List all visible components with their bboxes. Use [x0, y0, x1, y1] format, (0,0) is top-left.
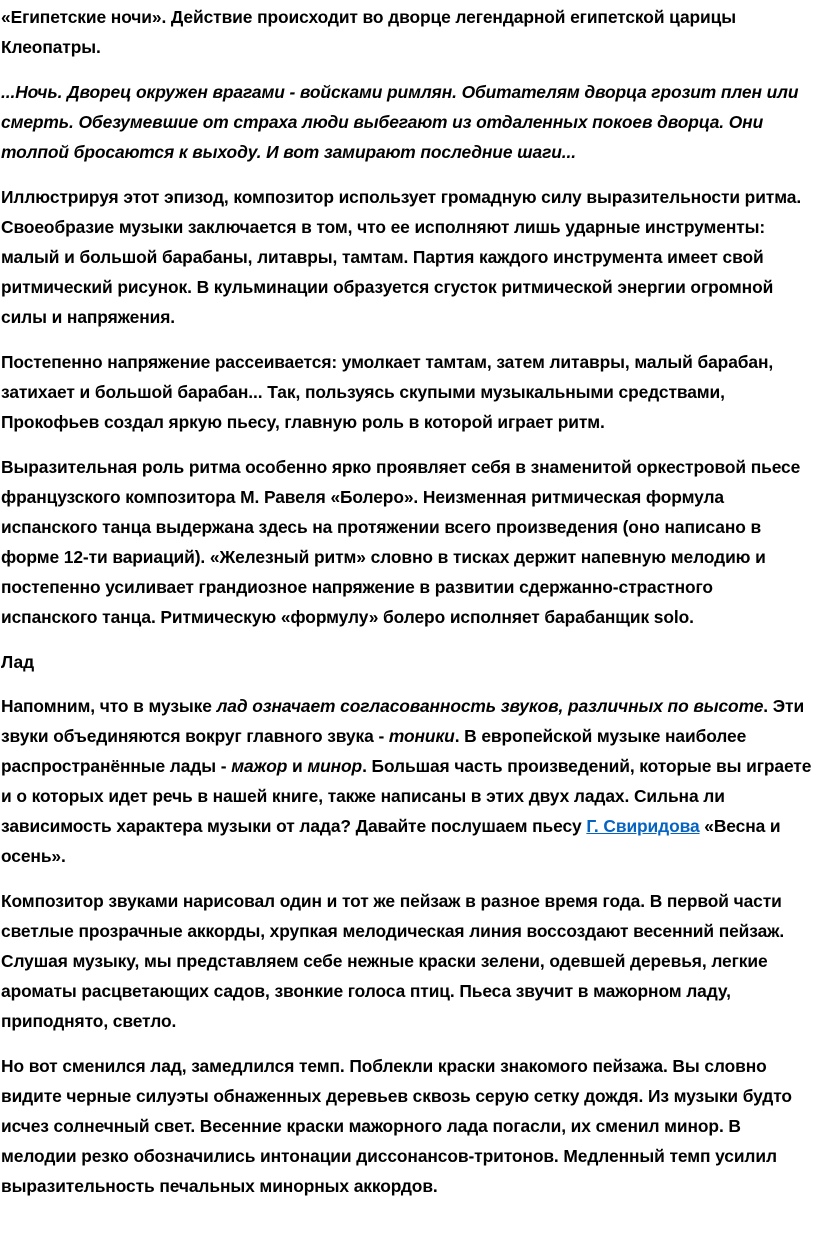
sviridov-link[interactable]: Г. Свиридова [586, 816, 700, 836]
lad-text-2: . Эти звуки объединяются вокруг главного звука - [1, 696, 805, 746]
paragraph-spring-landscape: Композитор звуками нарисовал один и тот же пейзаж в разное время года. В первой части светлые прозрачные аккорды, хрупкая мелодическая линия воссоздают весенний пейзаж. Слушая музыку, мы представляем себе нежные краски зелени, одевшей деревья, легкие ароматы расцветающих садов, звонкие голоса птиц. Пьеса звучит в мажорном ладу, приподнято, светло. [1, 891, 785, 1031]
major-italic: мажор [231, 756, 288, 776]
paragraph-minor-change: Но вот сменился лад, замедлился темп. Поблекли краски знакомого пейзажа. Вы словно видите черные силуэты обнаженных деревьев сквозь серую сетку дождя. Из музыки будто исчез солнечный свет. Весенние краски мажорного лада погасли, их сменил минор. В мелодии резко обозначились интонации диссонансов-тритонов. Медленный темп усилил выразительность печальных минорных аккордов. [1, 1056, 792, 1196]
section-heading-lad: Лад [1, 652, 35, 672]
paragraph-tension-fades: Постепенно напряжение рассеивается: умолкает тамтам, затем литавры, малый барабан, затихает и большой барабан... Так, пользуясь скупыми музыкальными средствами, Прокофьев создал яркую пьесу, главную роль в которой играет ритм. [1, 352, 774, 432]
paragraph-rhythm-illustration: Иллюстрируя этот эпизод, композитор использует громадную силу выразительности ритма. Своеобразие музыки заключается в том, что ее исполняют лишь ударные инструменты: малый и большой барабаны, литавры, тамтам. Партия каждого инструмента имеет свой ритмический рисунок. В кульминации образуется сгусток ритмической энергии огромной силы и напряжения. [1, 187, 802, 327]
paragraph-lad-definition [1, 691, 812, 871]
lad-text-1: Напомним, что в музыке [1, 696, 217, 716]
lad-text-3: . В европейской музыке наиболее распространённые лады - [1, 726, 747, 776]
paragraph-intro: «Египетские ночи». Действие происходит во дворце легендарной египетской царицы Клеопатры. [1, 7, 736, 57]
paragraph-night-scene: ...Ночь. Дворец окружен врагами - войсками римлян. Обитателям дворца грозит плен или смерть. Обезумевшие от страха люди выбегают из отдаленных покоев дворца. Они толпой бросаются к выходу. И вот замирают последние шаги... [1, 82, 799, 162]
minor-italic: минор [307, 756, 363, 776]
paragraph-bolero: Выразительная роль ритма особенно ярко проявляет себя в знаменитой оркестровой пьесе французского композитора М. Равеля «Болеро». Неизменная ритмическая формула испанского танца выдержана здесь на протяжении всего произведения (оно написано в форме 12-ти вариаций). «Железный ритм» словно в тисках держит напевную мелодию и постепенно усиливает грандиозное напряжение в развитии сдержанно-страстного испанского танца. Ритмическую «формулу» болеро исполняет барабанщик solo. [1, 457, 801, 627]
lad-text-4: и [287, 756, 308, 776]
lad-text-5: . Большая часть произведений, которые вы играете и о которых идет речь в нашей книге, также написаны в этих двух ладах. Сильна ли зависимость характера музыки от лада? Давайте послушаем пьесу [1, 756, 812, 836]
lad-definition-italic: лад означает согласованность звуков, различных по высоте [216, 696, 764, 716]
lad-text-6: «Весна и осень». [1, 816, 781, 866]
tonic-italic: тоники [388, 726, 455, 746]
